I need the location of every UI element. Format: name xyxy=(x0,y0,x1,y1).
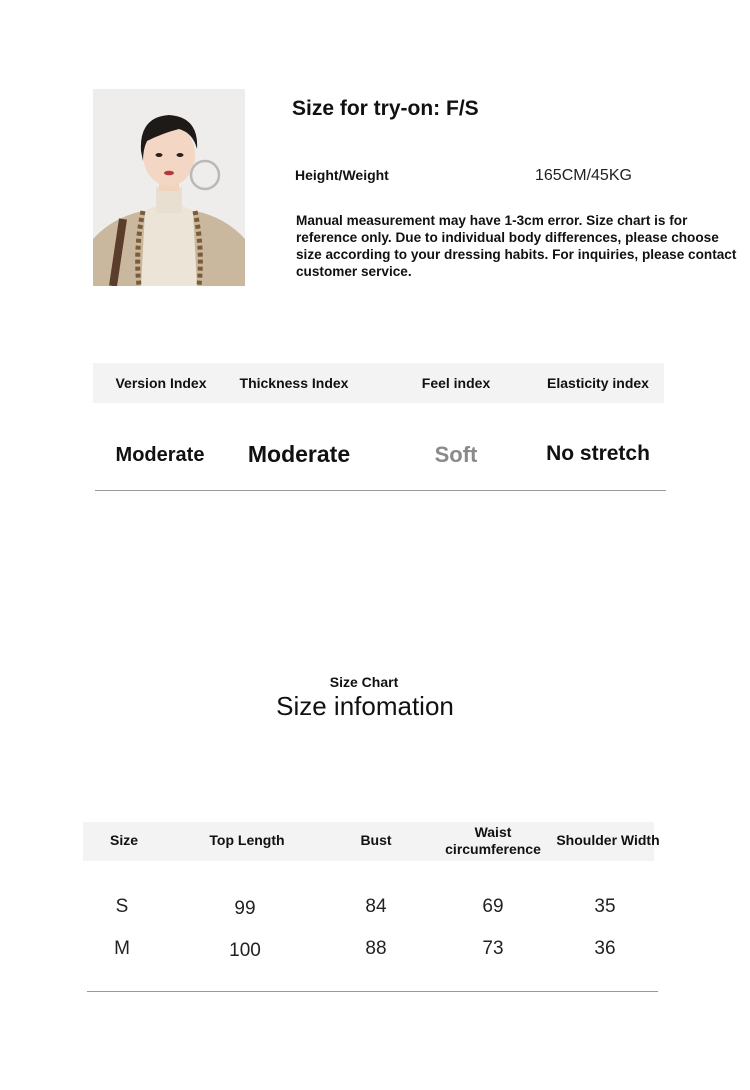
size-row-s-size: S xyxy=(115,896,129,917)
index-header-feel: Feel index xyxy=(421,375,491,391)
size-header-shoulder-width: Shoulder Width xyxy=(556,832,660,848)
size-row-s-bust: 84 xyxy=(365,896,387,917)
index-divider xyxy=(95,490,666,491)
size-header-size: Size xyxy=(109,832,138,848)
measurement-note: Manual measurement may have 1-3cm error. Size chart is for reference only. Due to individual body differences, please choose size according to your dressing habits. For inquiries, please contact customer service. xyxy=(296,213,737,279)
size-row-m-top-length: 100 xyxy=(229,940,261,961)
size-chart-kicker: Size Chart xyxy=(329,674,399,690)
index-header-version: Version Index xyxy=(115,375,207,391)
size-header-waist: Waist circumference xyxy=(445,824,541,857)
size-row-m-shoulder: 36 xyxy=(594,938,616,959)
size-row-m-waist: 73 xyxy=(482,938,504,959)
size-row-s-waist: 69 xyxy=(482,896,504,917)
size-row-m-size: M xyxy=(114,938,130,959)
index-value-version: Moderate xyxy=(115,444,205,466)
model-photo xyxy=(93,89,245,286)
model-photo-illustration xyxy=(93,89,245,286)
tryon-size-title: Size for try-on: F/S xyxy=(292,97,479,120)
height-weight-value: 165CM/45KG xyxy=(535,167,632,184)
index-value-feel: Soft xyxy=(434,442,478,467)
size-chart-title: Size infomation xyxy=(276,691,454,721)
index-value-elasticity: No stretch xyxy=(546,442,650,465)
size-row-s-shoulder: 35 xyxy=(594,896,616,917)
index-header-thickness: Thickness Index xyxy=(239,375,349,391)
height-weight-label: Height/Weight xyxy=(295,167,389,183)
index-header-elasticity: Elasticity index xyxy=(547,375,649,391)
size-header-bust: Bust xyxy=(360,832,392,848)
size-row-s-top-length: 99 xyxy=(234,898,256,919)
index-value-thickness: Moderate xyxy=(247,441,351,467)
size-row-m-bust: 88 xyxy=(365,938,387,959)
size-table-divider xyxy=(87,991,658,992)
size-header-top-length: Top Length xyxy=(209,832,285,848)
